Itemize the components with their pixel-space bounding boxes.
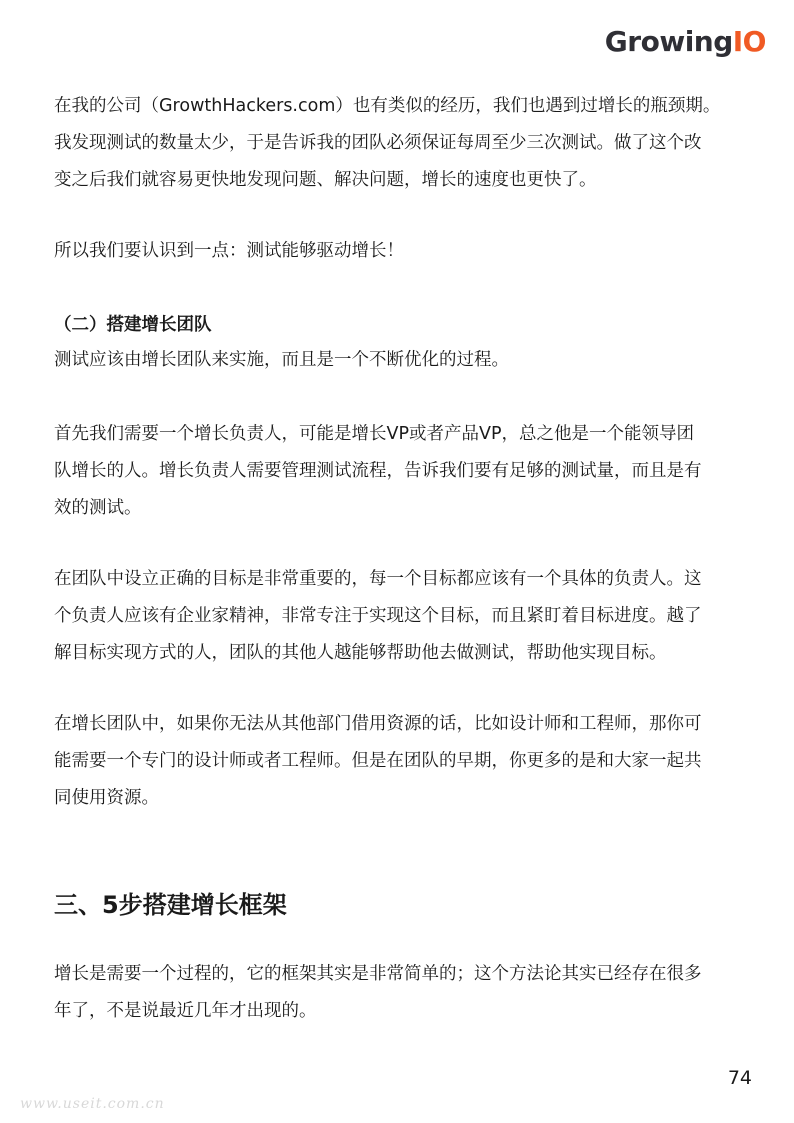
logo-text: Growing — [604, 25, 733, 58]
paragraph-line: 能需要一个专门的设计师或者工程师。但是在团队的早期，你更多的是和大家一起共 — [54, 751, 702, 771]
growingio-logo — [604, 25, 766, 58]
paragraph-line: 在增长团队中，如果你无法从其他部门借用资源的话，比如设计师和工程师，那你可 — [54, 714, 702, 734]
paragraph-line: 同使用资源。 — [54, 788, 159, 808]
paragraph-line: 个负责人应该有企业家精神，非常专注于实现这个目标，而且紧盯着目标进度。越了 — [54, 606, 702, 626]
paragraph-line: 所以我们要认识到一点：测试能够驱动增长！ — [54, 241, 404, 261]
watermark: www.useit.com.cn — [20, 1096, 165, 1112]
subsection-heading: （二）搭建增长团队 — [54, 315, 212, 335]
paragraph-line: 变之后我们就容易更快地发现问题、解决问题，增长的速度也更快了。 — [54, 170, 597, 190]
logo-accent-text: IO — [732, 25, 766, 58]
paragraph-line: 年了，不是说最近几年才出现的。 — [54, 1001, 317, 1021]
paragraph-line: 在团队中设立正确的目标是非常重要的，每一个目标都应该有一个具体的负责人。这 — [54, 569, 702, 589]
paragraph-line: 在我的公司（GrowthHackers.com）也有类似的经历，我们也遇到过增长的瓶颈期。 — [54, 96, 721, 116]
section-heading: 三、5步搭建增长框架 — [54, 891, 287, 919]
paragraph-line: 解目标实现方式的人，团队的其他人越能够帮助他去做测试，帮助他实现目标。 — [54, 643, 667, 663]
paragraph-line: 首先我们需要一个增长负责人，可能是增长VP或者产品VP，总之他是一个能领导团 — [54, 424, 695, 444]
paragraph-line: 测试应该由增长团队来实施，而且是一个不断优化的过程。 — [54, 350, 509, 370]
page-number: 74 — [727, 1067, 752, 1089]
paragraph-line: 队增长的人。增长负责人需要管理测试流程，告诉我们要有足够的测试量，而且是有 — [54, 461, 702, 481]
paragraph-line: 增长是需要一个过程的，它的框架其实是非常简单的；这个方法论其实已经存在很多 — [54, 964, 702, 984]
paragraph-line: 效的测试。 — [54, 498, 142, 518]
paragraph-line: 我发现测试的数量太少，于是告诉我的团队必须保证每周至少三次测试。做了这个改 — [54, 133, 702, 153]
